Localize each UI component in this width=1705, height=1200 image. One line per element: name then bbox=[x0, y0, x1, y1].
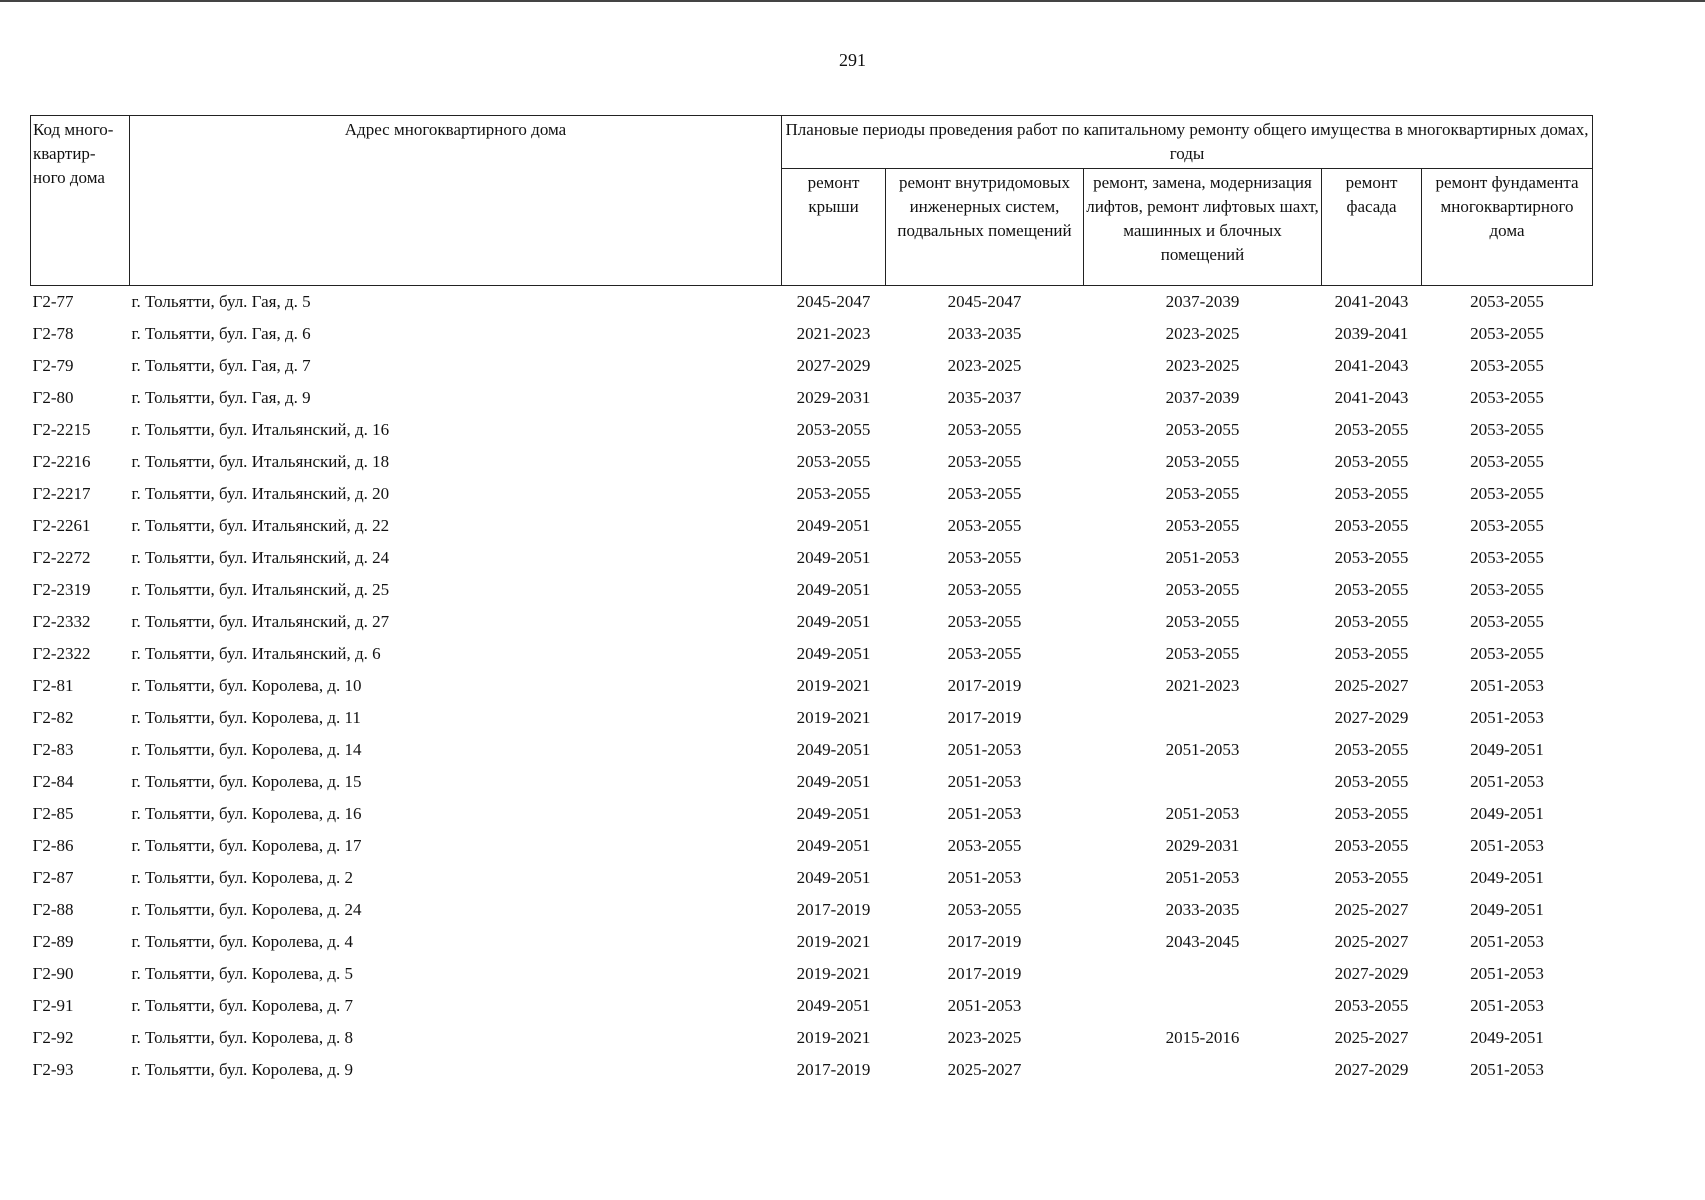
cell-engineering: 2025-2027 bbox=[947, 1060, 1022, 1079]
cell-facade: 2053-2055 bbox=[1334, 548, 1409, 567]
cell-roof: 2017-2019 bbox=[796, 1060, 871, 1079]
cell-roof: 2049-2051 bbox=[796, 868, 871, 887]
cell-code: Г2-87 bbox=[32, 868, 74, 887]
header-facade: ремонт фасада bbox=[1322, 169, 1422, 286]
table-row bbox=[31, 446, 1593, 478]
cell-roof: 2021-2023 bbox=[796, 324, 871, 343]
cell-foundation: 2053-2055 bbox=[1470, 388, 1544, 407]
cell-roof: 2019-2021 bbox=[796, 964, 871, 983]
table-row bbox=[31, 318, 1593, 350]
table-row bbox=[31, 542, 1593, 574]
cell-engineering: 2053-2055 bbox=[947, 420, 1022, 439]
cell-engineering: 2053-2055 bbox=[947, 836, 1022, 855]
cell-foundation: 2053-2055 bbox=[1470, 356, 1544, 375]
cell-address: г. Тольятти, бул. Итальянский, д. 16 bbox=[131, 420, 390, 439]
cell-elevators: 2033-2035 bbox=[1165, 900, 1240, 919]
cell-elevators: 2037-2039 bbox=[1165, 292, 1240, 311]
table-row bbox=[31, 862, 1593, 894]
cell-roof: 2049-2051 bbox=[796, 772, 871, 791]
table-row bbox=[31, 1022, 1593, 1054]
cell-engineering: 2023-2025 bbox=[947, 356, 1022, 375]
table-row bbox=[31, 510, 1593, 542]
cell-address: г. Тольятти, бул. Итальянский, д. 27 bbox=[131, 612, 390, 631]
cell-code: Г2-81 bbox=[32, 676, 74, 695]
cell-facade: 2053-2055 bbox=[1334, 580, 1409, 599]
table-row bbox=[31, 350, 1593, 382]
cell-code: Г2-77 bbox=[32, 292, 74, 311]
cell-address: г. Тольятти, бул. Королева, д. 8 bbox=[131, 1028, 353, 1047]
cell-roof: 2049-2051 bbox=[796, 996, 871, 1015]
cell-code: Г2-2322 bbox=[32, 644, 91, 663]
cell-engineering: 2017-2019 bbox=[947, 676, 1022, 695]
cell-facade: 2025-2027 bbox=[1334, 676, 1409, 695]
cell-engineering: 2023-2025 bbox=[947, 1028, 1022, 1047]
cell-address: г. Тольятти, бул. Королева, д. 4 bbox=[131, 932, 353, 951]
cell-code: Г2-93 bbox=[32, 1060, 74, 1079]
header-roof: ремонт крыши bbox=[782, 169, 886, 286]
table-header bbox=[31, 116, 1593, 286]
cell-facade: 2053-2055 bbox=[1334, 612, 1409, 631]
cell-roof: 2019-2021 bbox=[796, 932, 871, 951]
cell-foundation: 2053-2055 bbox=[1470, 420, 1544, 439]
cell-engineering: 2017-2019 bbox=[947, 964, 1022, 983]
cell-elevators: 2053-2055 bbox=[1165, 612, 1240, 631]
cell-code: Г2-79 bbox=[32, 356, 74, 375]
cell-facade: 2041-2043 bbox=[1334, 388, 1409, 407]
table-row bbox=[31, 638, 1593, 670]
cell-code: Г2-2215 bbox=[32, 420, 91, 439]
cell-roof: 2053-2055 bbox=[796, 420, 871, 439]
cell-code: Г2-2272 bbox=[32, 548, 91, 567]
table-row bbox=[31, 382, 1593, 414]
cell-address: г. Тольятти, бул. Гая, д. 6 bbox=[131, 324, 311, 343]
cell-roof: 2049-2051 bbox=[796, 740, 871, 759]
cell-code: Г2-91 bbox=[32, 996, 74, 1015]
cell-address: г. Тольятти, бул. Королева, д. 5 bbox=[131, 964, 353, 983]
cell-foundation: 2053-2055 bbox=[1470, 612, 1544, 631]
cell-roof: 2019-2021 bbox=[796, 676, 871, 695]
table-body bbox=[31, 286, 1593, 1087]
table-row bbox=[31, 1054, 1593, 1086]
cell-code: Г2-90 bbox=[32, 964, 74, 983]
cell-facade: 2041-2043 bbox=[1334, 292, 1409, 311]
cell-facade: 2053-2055 bbox=[1334, 484, 1409, 503]
cell-facade: 2053-2055 bbox=[1334, 996, 1409, 1015]
cell-engineering: 2033-2035 bbox=[947, 324, 1022, 343]
cell-foundation: 2049-2051 bbox=[1470, 1028, 1544, 1047]
cell-foundation: 2051-2053 bbox=[1470, 708, 1544, 727]
cell-elevators bbox=[1084, 766, 1322, 798]
cell-roof: 2019-2021 bbox=[796, 708, 871, 727]
cell-address: г. Тольятти, бул. Королева, д. 7 bbox=[131, 996, 353, 1015]
cell-foundation: 2053-2055 bbox=[1470, 516, 1544, 535]
cell-facade: 2053-2055 bbox=[1334, 644, 1409, 663]
cell-code: Г2-84 bbox=[32, 772, 74, 791]
cell-elevators: 2053-2055 bbox=[1165, 580, 1240, 599]
cell-facade: 2041-2043 bbox=[1334, 356, 1409, 375]
table-row bbox=[31, 414, 1593, 446]
cell-address: г. Тольятти, бул. Королева, д. 9 bbox=[131, 1060, 353, 1079]
cell-address: г. Тольятти, бул. Итальянский, д. 20 bbox=[131, 484, 390, 503]
cell-engineering: 2035-2037 bbox=[947, 388, 1022, 407]
table-row bbox=[31, 286, 1593, 319]
cell-roof: 2053-2055 bbox=[796, 452, 871, 471]
cell-roof: 2049-2051 bbox=[796, 548, 871, 567]
cell-facade: 2053-2055 bbox=[1334, 868, 1409, 887]
cell-code: Г2-2217 bbox=[32, 484, 91, 503]
cell-elevators: 2037-2039 bbox=[1165, 388, 1240, 407]
table-row bbox=[31, 702, 1593, 734]
table-row bbox=[31, 830, 1593, 862]
cell-foundation: 2053-2055 bbox=[1470, 548, 1544, 567]
cell-elevators: 2051-2053 bbox=[1165, 804, 1240, 823]
cell-address: г. Тольятти, бул. Гая, д. 9 bbox=[131, 388, 311, 407]
cell-elevators bbox=[1084, 990, 1322, 1022]
cell-elevators: 2015-2016 bbox=[1165, 1028, 1240, 1047]
cell-foundation: 2051-2053 bbox=[1470, 676, 1544, 695]
cell-elevators: 2053-2055 bbox=[1165, 420, 1240, 439]
cell-foundation: 2051-2053 bbox=[1470, 836, 1544, 855]
cell-code: Г2-86 bbox=[32, 836, 74, 855]
cell-code: Г2-88 bbox=[32, 900, 74, 919]
cell-roof: 2049-2051 bbox=[796, 836, 871, 855]
cell-elevators bbox=[1084, 1054, 1322, 1086]
cell-elevators: 2051-2053 bbox=[1165, 548, 1240, 567]
header-foundation: ремонт фундамента многоквартирного дома bbox=[1422, 169, 1593, 286]
cell-elevators bbox=[1084, 702, 1322, 734]
cell-elevators: 2043-2045 bbox=[1165, 932, 1240, 951]
cell-facade: 2053-2055 bbox=[1334, 516, 1409, 535]
cell-elevators: 2051-2053 bbox=[1165, 868, 1240, 887]
cell-foundation: 2053-2055 bbox=[1470, 580, 1544, 599]
cell-engineering: 2051-2053 bbox=[947, 772, 1022, 791]
cell-foundation: 2053-2055 bbox=[1470, 644, 1544, 663]
cell-facade: 2025-2027 bbox=[1334, 1028, 1409, 1047]
cell-code: Г2-2319 bbox=[32, 580, 91, 599]
cell-foundation: 2049-2051 bbox=[1470, 740, 1544, 759]
cell-foundation: 2051-2053 bbox=[1470, 772, 1544, 791]
cell-facade: 2053-2055 bbox=[1334, 836, 1409, 855]
cell-foundation: 2053-2055 bbox=[1470, 484, 1544, 503]
cell-foundation: 2051-2053 bbox=[1470, 932, 1544, 951]
cell-engineering: 2053-2055 bbox=[947, 612, 1022, 631]
cell-elevators: 2053-2055 bbox=[1165, 484, 1240, 503]
cell-engineering: 2053-2055 bbox=[947, 580, 1022, 599]
cell-code: Г2-80 bbox=[32, 388, 74, 407]
cell-facade: 2053-2055 bbox=[1334, 420, 1409, 439]
table-row bbox=[31, 574, 1593, 606]
cell-address: г. Тольятти, бул. Итальянский, д. 18 bbox=[131, 452, 390, 471]
cell-engineering: 2017-2019 bbox=[947, 932, 1022, 951]
cell-foundation: 2053-2055 bbox=[1470, 292, 1544, 311]
cell-elevators: 2023-2025 bbox=[1165, 356, 1240, 375]
cell-facade: 2025-2027 bbox=[1334, 932, 1409, 951]
cell-facade: 2053-2055 bbox=[1334, 804, 1409, 823]
cell-elevators: 2053-2055 bbox=[1165, 644, 1240, 663]
cell-address: г. Тольятти, бул. Королева, д. 11 bbox=[131, 708, 361, 727]
cell-address: г. Тольятти, бул. Итальянский, д. 25 bbox=[131, 580, 390, 599]
header-address: Адрес многоквартирного дома bbox=[130, 116, 782, 286]
cell-address: г. Тольятти, бул. Королева, д. 15 bbox=[131, 772, 362, 791]
cell-roof: 2019-2021 bbox=[796, 1028, 871, 1047]
cell-facade: 2025-2027 bbox=[1334, 900, 1409, 919]
cell-code: Г2-78 bbox=[32, 324, 74, 343]
capital-repair-schedule-table bbox=[30, 115, 1593, 1086]
cell-engineering: 2051-2053 bbox=[947, 996, 1022, 1015]
cell-code: Г2-92 bbox=[32, 1028, 74, 1047]
cell-address: г. Тольятти, бул. Гая, д. 5 bbox=[131, 292, 311, 311]
cell-address: г. Тольятти, бул. Итальянский, д. 6 bbox=[131, 644, 381, 663]
page-number: 291 bbox=[839, 50, 866, 70]
cell-facade: 2027-2029 bbox=[1334, 964, 1409, 983]
cell-foundation: 2049-2051 bbox=[1470, 868, 1544, 887]
cell-address: г. Тольятти, бул. Королева, д. 16 bbox=[131, 804, 362, 823]
cell-roof: 2027-2029 bbox=[796, 356, 871, 375]
cell-elevators: 2023-2025 bbox=[1165, 324, 1240, 343]
cell-address: г. Тольятти, бул. Королева, д. 2 bbox=[131, 868, 353, 887]
table-row bbox=[31, 766, 1593, 798]
cell-address: г. Тольятти, бул. Королева, д. 17 bbox=[131, 836, 362, 855]
top-border-line bbox=[0, 0, 1705, 2]
header-engineering: ремонт внутридомовых инженерных систем, подвальных помещений bbox=[886, 169, 1084, 286]
cell-address: г. Тольятти, бул. Итальянский, д. 22 bbox=[131, 516, 390, 535]
cell-roof: 2029-2031 bbox=[796, 388, 871, 407]
cell-code: Г2-83 bbox=[32, 740, 74, 759]
cell-roof: 2053-2055 bbox=[796, 484, 871, 503]
cell-roof: 2017-2019 bbox=[796, 900, 871, 919]
cell-engineering: 2053-2055 bbox=[947, 900, 1022, 919]
cell-facade: 2027-2029 bbox=[1334, 708, 1409, 727]
cell-address: г. Тольятти, бул. Королева, д. 24 bbox=[131, 900, 362, 919]
table-row bbox=[31, 670, 1593, 702]
cell-elevators: 2053-2055 bbox=[1165, 516, 1240, 535]
cell-engineering: 2051-2053 bbox=[947, 740, 1022, 759]
cell-address: г. Тольятти, бул. Итальянский, д. 24 bbox=[131, 548, 390, 567]
cell-foundation: 2053-2055 bbox=[1470, 452, 1544, 471]
cell-code: Г2-2332 bbox=[32, 612, 91, 631]
cell-foundation: 2049-2051 bbox=[1470, 804, 1544, 823]
cell-code: Г2-2216 bbox=[32, 452, 91, 471]
cell-roof: 2049-2051 bbox=[796, 644, 871, 663]
table-row bbox=[31, 798, 1593, 830]
cell-elevators: 2029-2031 bbox=[1165, 836, 1240, 855]
header-code: Код много-квартир-ного дома bbox=[31, 116, 130, 286]
cell-engineering: 2053-2055 bbox=[947, 548, 1022, 567]
cell-foundation: 2051-2053 bbox=[1470, 1060, 1544, 1079]
cell-engineering: 2053-2055 bbox=[947, 644, 1022, 663]
header-elevators: ремонт, замена, модернизация лифтов, ремонт лифтовых шахт, машинных и блочных помещений bbox=[1084, 169, 1322, 286]
cell-elevators: 2053-2055 bbox=[1165, 452, 1240, 471]
cell-facade: 2053-2055 bbox=[1334, 740, 1409, 759]
table-row bbox=[31, 926, 1593, 958]
cell-facade: 2053-2055 bbox=[1334, 452, 1409, 471]
cell-engineering: 2053-2055 bbox=[947, 484, 1022, 503]
cell-foundation: 2051-2053 bbox=[1470, 964, 1544, 983]
cell-code: Г2-2261 bbox=[32, 516, 91, 535]
cell-address: г. Тольятти, бул. Гая, д. 7 bbox=[131, 356, 311, 375]
cell-foundation: 2053-2055 bbox=[1470, 324, 1544, 343]
cell-roof: 2049-2051 bbox=[796, 580, 871, 599]
cell-facade: 2027-2029 bbox=[1334, 1060, 1409, 1079]
table-row bbox=[31, 478, 1593, 510]
cell-engineering: 2051-2053 bbox=[947, 804, 1022, 823]
cell-engineering: 2045-2047 bbox=[947, 292, 1022, 311]
cell-code: Г2-89 bbox=[32, 932, 74, 951]
table-row bbox=[31, 958, 1593, 990]
header-planned-periods: Плановые периоды проведения работ по капитальному ремонту общего имущества в многоквартирных домах, годы bbox=[782, 116, 1593, 169]
cell-roof: 2049-2051 bbox=[796, 804, 871, 823]
cell-engineering: 2051-2053 bbox=[947, 868, 1022, 887]
cell-address: г. Тольятти, бул. Королева, д. 10 bbox=[131, 676, 362, 695]
cell-engineering: 2017-2019 bbox=[947, 708, 1022, 727]
table-row bbox=[31, 606, 1593, 638]
cell-code: Г2-82 bbox=[32, 708, 74, 727]
cell-facade: 2053-2055 bbox=[1334, 772, 1409, 791]
table-row bbox=[31, 734, 1593, 766]
cell-foundation: 2049-2051 bbox=[1470, 900, 1544, 919]
cell-elevators: 2051-2053 bbox=[1165, 740, 1240, 759]
cell-roof: 2045-2047 bbox=[796, 292, 871, 311]
cell-foundation: 2051-2053 bbox=[1470, 996, 1544, 1015]
table-row bbox=[31, 990, 1593, 1022]
header-row-main bbox=[31, 116, 1593, 169]
cell-elevators bbox=[1084, 958, 1322, 990]
cell-engineering: 2053-2055 bbox=[947, 452, 1022, 471]
cell-elevators: 2021-2023 bbox=[1165, 676, 1240, 695]
cell-address: г. Тольятти, бул. Королева, д. 14 bbox=[131, 740, 362, 759]
cell-roof: 2049-2051 bbox=[796, 612, 871, 631]
table-row bbox=[31, 894, 1593, 926]
cell-code: Г2-85 bbox=[32, 804, 74, 823]
cell-facade: 2039-2041 bbox=[1334, 324, 1409, 343]
cell-engineering: 2053-2055 bbox=[947, 516, 1022, 535]
cell-roof: 2049-2051 bbox=[796, 516, 871, 535]
